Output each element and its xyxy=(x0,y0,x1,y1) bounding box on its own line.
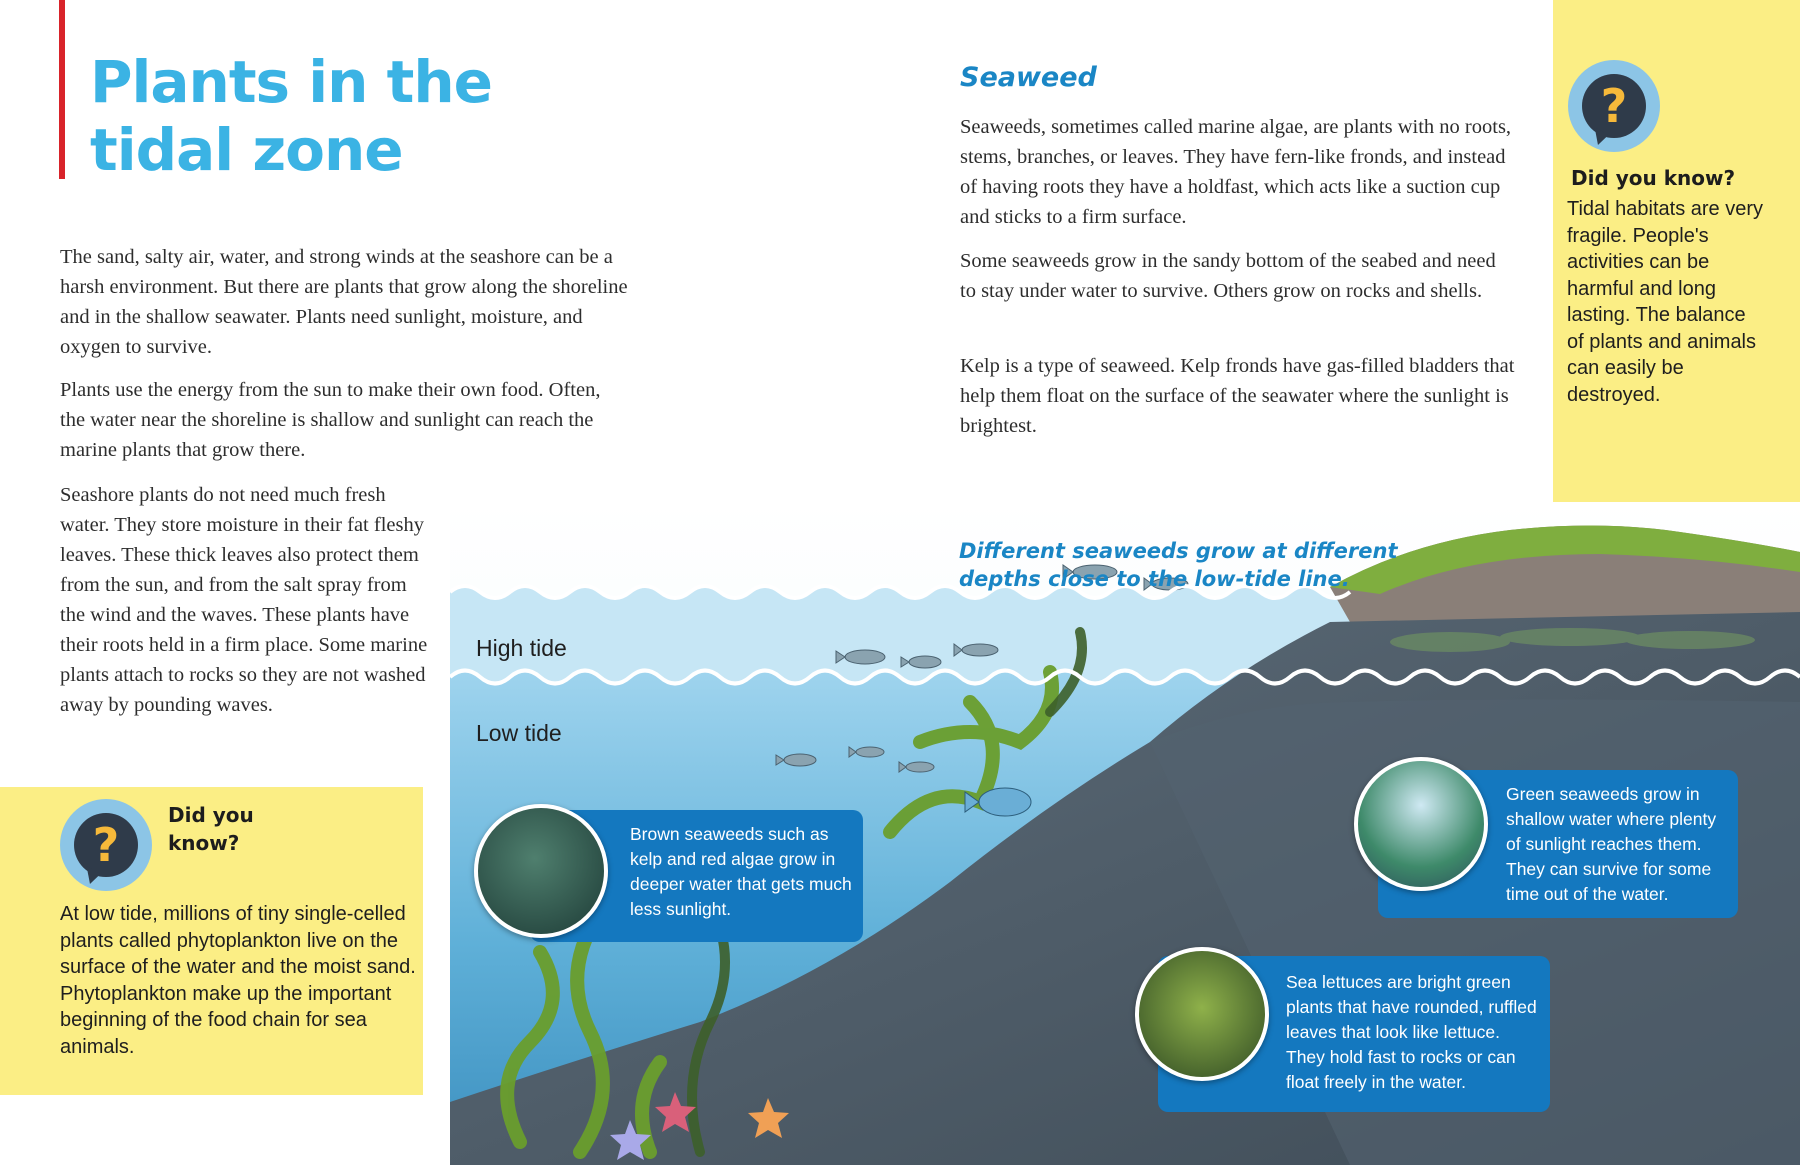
question-bubble-icon: ? xyxy=(1568,60,1660,152)
did-you-know-panel-left xyxy=(0,787,423,1095)
did-you-know-text: At low tide, millions of tiny single-celled plants called phytoplankton live on the surface of the water and the moist sand. Phytoplankton make up the important beginning of the food chain for sea animals. xyxy=(60,903,416,1058)
sea-lettuce-photo xyxy=(1135,947,1269,1081)
question-bubble-icon: ? xyxy=(60,799,152,891)
seaweed-heading: Seaweed xyxy=(960,62,1097,93)
green-seaweed-photo xyxy=(1354,757,1488,891)
seaweed-paragraph-3: Kelp is a type of seaweed. Kelp fronds have gas-filled bladders that help them float on the surface of the seawater where the sunlight is brightest. xyxy=(960,355,1515,437)
sea-lettuce-text: Sea lettuces are bright green plants that have rounded, ruffled leaves that look like lettuce. They hold fast to rocks or can float freely in the water. xyxy=(1286,972,1537,1092)
title-accent-bar xyxy=(59,0,65,179)
high-tide-label: High tide xyxy=(476,635,567,661)
intro-paragraph-1: The sand, salty air, water, and strong winds at the seashore can be a harsh environment. But there are plants that grow along the shoreline and in the shallow seawater. Plants need sunlight, moisture, and oxygen to survive. xyxy=(60,246,628,358)
tidal-zone-illustration xyxy=(450,502,1800,1165)
low-tide-label: Low tide xyxy=(476,720,562,746)
did-you-know-text: Tidal habitats are very fragile. People's activities can be harmful and long lasting. The balance of plants and animals can easily be destroyed. xyxy=(1567,198,1764,406)
did-you-know-heading: Did you know? xyxy=(168,803,254,855)
brown-seaweed-text: Brown seaweeds such as kelp and red algae grow in deeper water that gets much less sunlight. xyxy=(630,824,852,919)
green-seaweed-text: Green seaweeds grow in shallow water where plenty of sunlight reaches them. They can survive for some time out of the water. xyxy=(1506,784,1717,904)
seaweed-paragraph-2: Some seaweeds grow in the sandy bottom of the seabed and need to stay under water to survive. Others grow on rocks and shells. xyxy=(960,250,1496,302)
page-title: Plants in the tidal zone xyxy=(90,48,492,184)
intro-paragraph-2: Plants use the energy from the sun to make their own food. Often, the water near the shoreline is shallow and sunlight can reach the marine plants that grow there. xyxy=(60,379,601,461)
illustration-caption: Different seaweeds grow at different depths close to the low-tide line. xyxy=(959,539,1398,591)
seaweed-paragraph-1: Seaweeds, sometimes called marine algae, are plants with no roots, stems, branches, or leaves. They have fern-like fronds, and instead of having roots they have a holdfast, which acts like a suction cup and sticks to a firm surface. xyxy=(960,116,1512,228)
did-you-know-heading: Did you know? xyxy=(1571,166,1736,190)
intro-paragraph-3: Seashore plants do not need much fresh water. They store moisture in their fat fleshy leaves. These thick leaves also protect them from the sun, and from the salt spray from the wind and the waves. These plants have their roots held in a firm place. Some marine plants attach to rocks so they are not washed away by pounding waves. xyxy=(60,484,428,716)
brown-seaweed-photo xyxy=(474,804,608,938)
did-you-know-panel-right xyxy=(1553,0,1800,502)
